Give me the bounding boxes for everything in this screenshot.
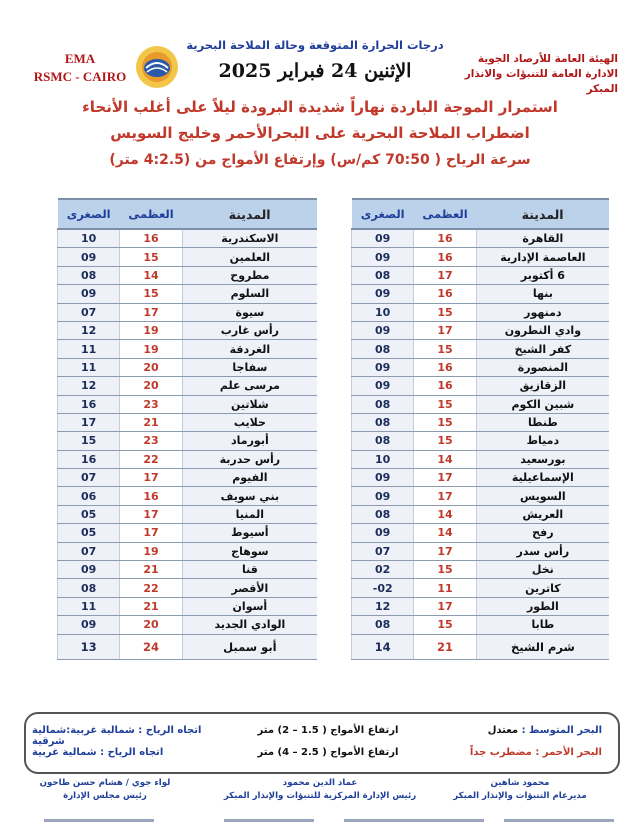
- max-temp-cell: 15: [414, 432, 476, 450]
- city-cell: القاهرة: [476, 229, 609, 248]
- min-temp-cell: 09: [352, 469, 414, 487]
- max-temp-cell: 14: [414, 524, 476, 542]
- table-row: [352, 469, 610, 487]
- table-row: [352, 561, 610, 579]
- table-row: [58, 413, 318, 431]
- signature-1: [420, 777, 620, 803]
- table-row: [352, 505, 610, 523]
- max-temp-cell: 17: [120, 303, 182, 321]
- city-cell: السلوم: [182, 285, 317, 303]
- max-temp-cell: 11: [414, 579, 476, 597]
- city-cell: الوادي الجديد: [182, 616, 317, 634]
- max-temp-cell: 20: [120, 377, 182, 395]
- min-temp-cell: 13: [58, 634, 120, 659]
- min-temp-cell: 09: [58, 561, 120, 579]
- ema-text: EMA: [64, 51, 96, 66]
- table-row: [58, 579, 318, 597]
- min-temp-cell: 09: [352, 487, 414, 505]
- max-temp-cell: 22: [120, 579, 182, 597]
- city-cell: مرسى علم: [182, 377, 317, 395]
- table-row: [352, 432, 610, 450]
- max-temp-cell: 15: [120, 248, 182, 266]
- signature-3-name: لواء جوي / هشام حسن طاحون: [39, 778, 171, 788]
- min-temp-cell: 05: [58, 505, 120, 523]
- table-row: [58, 248, 318, 266]
- city-cell: سفاجا: [182, 358, 317, 376]
- date-title: الإثنين 24 فبراير 2025: [218, 60, 412, 82]
- min-temp-cell: 10: [58, 229, 120, 248]
- signature-2-name: عماد الدين محمود: [282, 778, 358, 788]
- max-temp-cell: 17: [120, 469, 182, 487]
- min-temp-cell: 05: [58, 524, 120, 542]
- min-temp-cell: 07: [352, 542, 414, 560]
- min-temp-cell: 08: [352, 413, 414, 431]
- max-temp-cell: 21: [120, 597, 182, 615]
- organization-name: [448, 52, 618, 97]
- city-cell: وادي النطرون: [476, 321, 609, 339]
- table-row: [58, 303, 318, 321]
- max-temp-cell: 17: [414, 597, 476, 615]
- table-row: [352, 450, 610, 468]
- alert-line-1: استمرار الموجة الباردة نهاراً شديدة البرودة ليلاً على أغلب الأنحاء: [82, 98, 558, 116]
- min-temp-cell: 08: [352, 616, 414, 634]
- min-temp-cell: 09: [58, 285, 120, 303]
- footer-contact-strip: [44, 814, 614, 828]
- city-cell: رأس حدربة: [182, 450, 317, 468]
- min-header: الصغرى: [352, 199, 414, 229]
- min-temp-cell: 02: [352, 561, 414, 579]
- city-cell: بورسعيد: [476, 450, 609, 468]
- table-row: [58, 524, 318, 542]
- min-temp-cell: 09: [352, 229, 414, 248]
- max-temp-cell: 17: [414, 542, 476, 560]
- city-cell: أسيوط: [182, 524, 317, 542]
- red-sea-row: [470, 747, 602, 758]
- max-temp-cell: 16: [414, 377, 476, 395]
- max-temp-cell: 23: [120, 432, 182, 450]
- min-temp-cell: 09: [352, 285, 414, 303]
- city-cell: أسوان: [182, 597, 317, 615]
- max-temp-cell: 19: [120, 340, 182, 358]
- max-temp-cell: 21: [120, 561, 182, 579]
- min-temp-cell: 10: [352, 303, 414, 321]
- table-row: [352, 358, 610, 376]
- right-temperature-table: [351, 198, 609, 660]
- table-row: [352, 303, 610, 321]
- min-temp-cell: 08: [58, 579, 120, 597]
- max-temp-cell: 16: [120, 487, 182, 505]
- city-cell: الغردقة: [182, 340, 317, 358]
- city-cell: المنصورة: [476, 358, 609, 376]
- min-temp-cell: 16: [58, 395, 120, 413]
- min-temp-cell: 12: [58, 321, 120, 339]
- city-cell: الأقصر: [182, 579, 317, 597]
- alert-line-3: سرعة الرياح ( 70:50 كم/س) وإرتفاع الأمواج من (4:2.5 متر): [109, 152, 531, 168]
- city-cell: أبورماد: [182, 432, 317, 450]
- city-cell: الفيوم: [182, 469, 317, 487]
- min-temp-cell: 08: [352, 266, 414, 284]
- min-temp-cell: 02-: [352, 579, 414, 597]
- min-temp-cell: 07: [58, 303, 120, 321]
- city-cell: شلاتين: [182, 395, 317, 413]
- min-temp-cell: 08: [352, 505, 414, 523]
- table-row: [352, 266, 610, 284]
- min-temp-cell: 16: [58, 450, 120, 468]
- table-row: [352, 542, 610, 560]
- city-cell: طابا: [476, 616, 609, 634]
- signature-3: [20, 777, 190, 803]
- max-header: العظمى: [120, 199, 182, 229]
- table-row: [58, 450, 318, 468]
- table-row: [58, 340, 318, 358]
- city-cell: نخل: [476, 561, 609, 579]
- max-temp-cell: 17: [414, 266, 476, 284]
- city-cell: الزقازيق: [476, 377, 609, 395]
- signature-1-title: مديرعام التنبؤات والإنذار المبكر: [453, 791, 587, 801]
- city-cell: بني سويف: [182, 487, 317, 505]
- table-row: [58, 469, 318, 487]
- table-row: [352, 321, 610, 339]
- min-temp-cell: 09: [352, 248, 414, 266]
- table-row: [352, 248, 610, 266]
- city-cell: سيوة: [182, 303, 317, 321]
- table-row: [58, 358, 318, 376]
- forecast-title: درجات الحرارة المتوقعة وحالة الملاحة البحرية: [186, 38, 444, 52]
- table-row: [58, 597, 318, 615]
- city-header: المدينة: [182, 199, 317, 229]
- max-temp-cell: 24: [120, 634, 182, 659]
- city-cell: سوهاج: [182, 542, 317, 560]
- max-temp-cell: 17: [414, 487, 476, 505]
- city-cell: بنها: [476, 285, 609, 303]
- max-temp-cell: 15: [414, 395, 476, 413]
- table-row: [352, 487, 610, 505]
- max-temp-cell: 22: [120, 450, 182, 468]
- max-temp-cell: 15: [414, 616, 476, 634]
- table-row: [58, 616, 318, 634]
- table-row: [352, 634, 610, 659]
- city-cell: العلمين: [182, 248, 317, 266]
- city-cell: دمنهور: [476, 303, 609, 321]
- city-cell: مطروح: [182, 266, 317, 284]
- table-row: [352, 579, 610, 597]
- min-temp-cell: 08: [352, 395, 414, 413]
- city-cell: رأس سدر: [476, 542, 609, 560]
- max-temp-cell: 20: [120, 616, 182, 634]
- red-sea-wind: اتجاه الرياح : شمالية غربية: [32, 747, 164, 758]
- table-row: [352, 340, 610, 358]
- max-temp-cell: 15: [414, 413, 476, 431]
- city-cell: الطور: [476, 597, 609, 615]
- city-cell: 6 أكتوبر: [476, 266, 609, 284]
- table-row: [352, 616, 610, 634]
- table-row: [58, 229, 318, 248]
- city-cell: رأس غارب: [182, 321, 317, 339]
- min-temp-cell: 11: [58, 597, 120, 615]
- city-cell: دمياط: [476, 432, 609, 450]
- table-row: [58, 561, 318, 579]
- med-sea-state: معتدل: [487, 725, 519, 736]
- city-cell: الاسكندرية: [182, 229, 317, 248]
- table-row: [352, 285, 610, 303]
- city-cell: كاترين: [476, 579, 609, 597]
- signature-1-name: محمود شاهين: [490, 778, 550, 788]
- max-temp-cell: 15: [414, 340, 476, 358]
- table-row: [58, 634, 318, 659]
- min-temp-cell: 10: [352, 450, 414, 468]
- med-sea-label: البحر المتوسط :: [521, 725, 602, 736]
- max-temp-cell: 19: [120, 542, 182, 560]
- city-cell: السويس: [476, 487, 609, 505]
- red-sea-state: مضطرب جداً: [469, 747, 532, 758]
- city-cell: المنيا: [182, 505, 317, 523]
- max-temp-cell: 16: [120, 229, 182, 248]
- table-row: [58, 377, 318, 395]
- min-temp-cell: 09: [352, 321, 414, 339]
- max-temp-cell: 23: [120, 395, 182, 413]
- table-row: [352, 524, 610, 542]
- min-temp-cell: 17: [58, 413, 120, 431]
- red-sea-label: البحر الأحمر :: [535, 747, 602, 758]
- min-temp-cell: 09: [352, 358, 414, 376]
- signature-3-title: رئيس مجلس الإدارة: [63, 791, 147, 801]
- min-temp-cell: 08: [352, 340, 414, 358]
- min-temp-cell: 09: [58, 616, 120, 634]
- org-line-2: الادارة العامة للتنبؤات والانذار المبكر: [464, 68, 618, 95]
- sea-status-box: [24, 712, 620, 774]
- table-row: [58, 395, 318, 413]
- max-temp-cell: 14: [414, 450, 476, 468]
- med-sea-row: [488, 725, 602, 736]
- min-header: الصغرى: [58, 199, 120, 229]
- max-temp-cell: 16: [414, 248, 476, 266]
- city-cell: شرم الشيخ: [476, 634, 609, 659]
- table-row: [58, 266, 318, 284]
- city-cell: الإسماعيلية: [476, 469, 609, 487]
- city-cell: كفر الشيخ: [476, 340, 609, 358]
- min-temp-cell: 06: [58, 487, 120, 505]
- min-temp-cell: 09: [352, 377, 414, 395]
- max-temp-cell: 15: [414, 303, 476, 321]
- table-row: [58, 542, 318, 560]
- max-temp-cell: 14: [414, 505, 476, 523]
- max-temp-cell: 16: [414, 229, 476, 248]
- med-sea-wind: اتجاه الرياح : شمالية غربية:شمالية شرقية: [32, 725, 202, 747]
- min-temp-cell: 09: [352, 524, 414, 542]
- max-temp-cell: 17: [414, 469, 476, 487]
- min-temp-cell: 12: [352, 597, 414, 615]
- min-temp-cell: 11: [58, 358, 120, 376]
- table-row: [352, 377, 610, 395]
- table-row: [352, 395, 610, 413]
- rsmc-text: RSMC - CAIRO: [33, 69, 127, 84]
- city-cell: أبو سمبل: [182, 634, 317, 659]
- max-temp-cell: 17: [120, 505, 182, 523]
- city-cell: حلايب: [182, 413, 317, 431]
- table-row: [352, 597, 610, 615]
- signature-2-title: رئيس الإدارة المركزية للتنبؤات والإنذار المبكر: [223, 791, 417, 801]
- city-cell: طنطا: [476, 413, 609, 431]
- table-row: [352, 229, 610, 248]
- min-temp-cell: 08: [352, 432, 414, 450]
- table-row: [58, 321, 318, 339]
- city-cell: العريش: [476, 505, 609, 523]
- min-temp-cell: 11: [58, 340, 120, 358]
- min-temp-cell: 14: [352, 634, 414, 659]
- max-temp-cell: 21: [120, 413, 182, 431]
- city-header: المدينة: [476, 199, 609, 229]
- org-line-1: الهيئة العامة للأرصاد الجوية: [477, 53, 618, 65]
- min-temp-cell: 09: [58, 248, 120, 266]
- max-temp-cell: 17: [414, 321, 476, 339]
- city-cell: رفح: [476, 524, 609, 542]
- min-temp-cell: 07: [58, 542, 120, 560]
- min-temp-cell: 08: [58, 266, 120, 284]
- min-temp-cell: 07: [58, 469, 120, 487]
- table-row: [58, 285, 318, 303]
- max-temp-cell: 19: [120, 321, 182, 339]
- city-cell: العاصمة الإدارية: [476, 248, 609, 266]
- max-temp-cell: 15: [120, 285, 182, 303]
- signature-2: [200, 777, 440, 803]
- left-temperature-table: [57, 198, 317, 660]
- alert-line-2: اضطراب الملاحة البحرية على البحرالأحمر وخليج السويس: [110, 124, 530, 142]
- table-row: [352, 413, 610, 431]
- max-temp-cell: 16: [414, 285, 476, 303]
- max-temp-cell: 15: [414, 561, 476, 579]
- city-cell: شبين الكوم: [476, 395, 609, 413]
- table-row: [58, 487, 318, 505]
- ema-label: [24, 50, 136, 86]
- max-header: العظمى: [414, 199, 476, 229]
- table-row: [58, 432, 318, 450]
- med-sea-waves: ارتفاع الأمواج ( 1.5 – 2) متر: [257, 725, 399, 736]
- table-row: [58, 505, 318, 523]
- max-temp-cell: 20: [120, 358, 182, 376]
- city-cell: قنا: [182, 561, 317, 579]
- red-sea-waves: ارتفاع الأمواج ( 2.5 – 4) متر: [257, 747, 399, 758]
- max-temp-cell: 17: [120, 524, 182, 542]
- min-temp-cell: 15: [58, 432, 120, 450]
- min-temp-cell: 12: [58, 377, 120, 395]
- max-temp-cell: 14: [120, 266, 182, 284]
- max-temp-cell: 16: [414, 358, 476, 376]
- max-temp-cell: 21: [414, 634, 476, 659]
